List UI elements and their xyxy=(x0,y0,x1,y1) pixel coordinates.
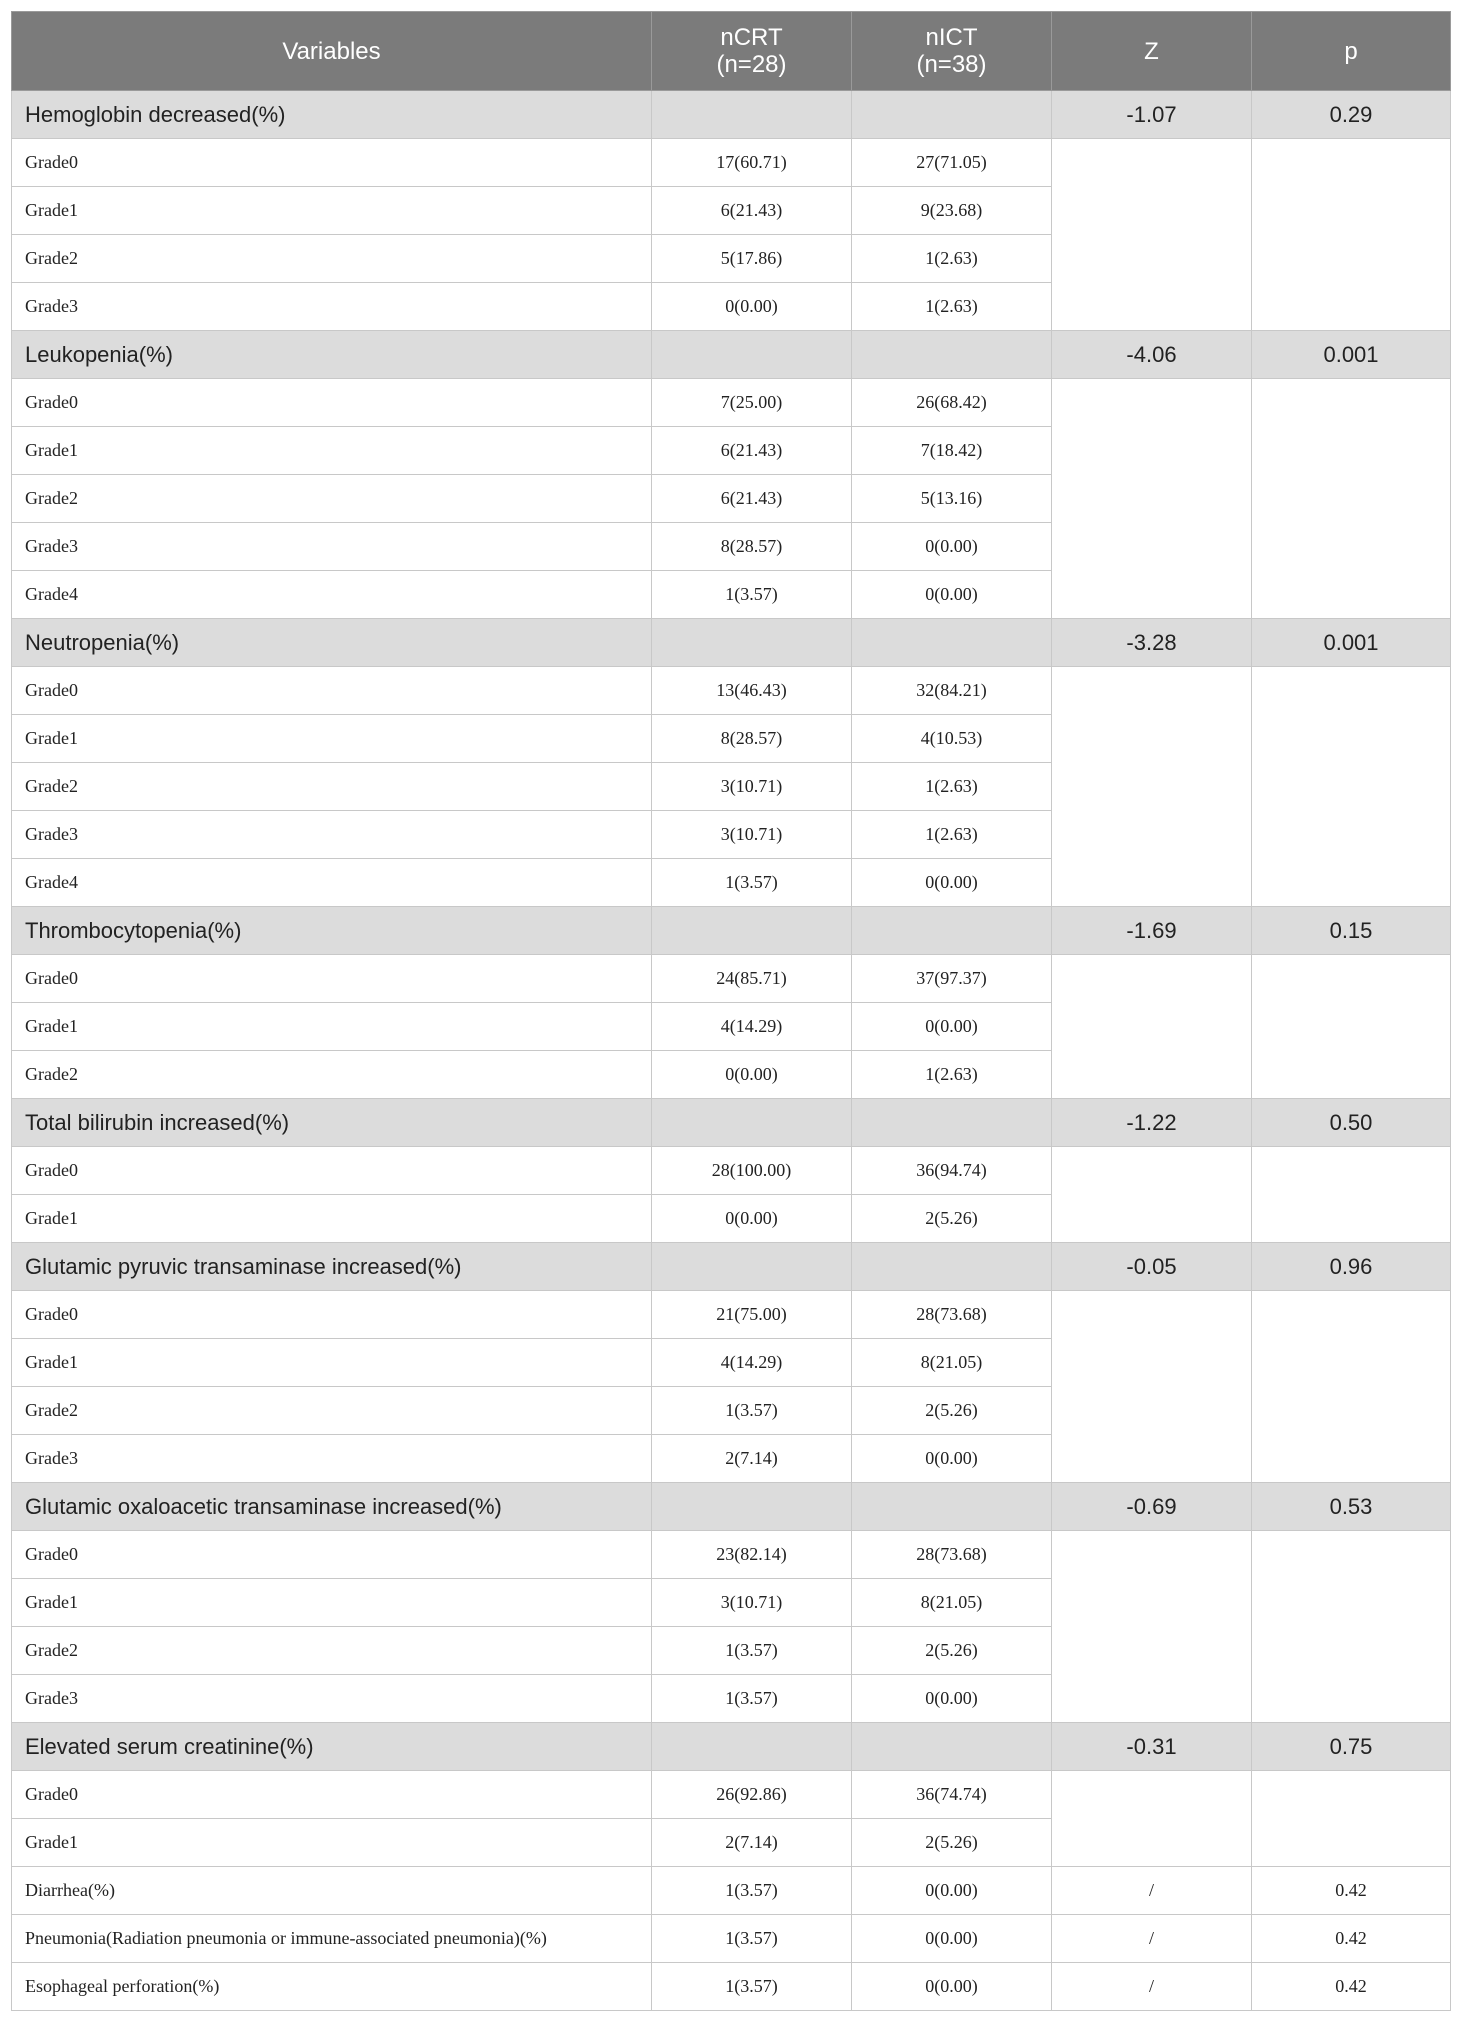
grade-ncrt-value: 0(0.00) xyxy=(652,1195,852,1243)
adverse-events-table-container xyxy=(11,11,1450,2011)
adverse-event-row xyxy=(12,1867,1451,1915)
header-p: p xyxy=(1252,12,1451,91)
grade-label: Grade3 xyxy=(12,283,652,331)
section-p-value: 0.50 xyxy=(1252,1099,1451,1147)
adverse-event-row xyxy=(12,1963,1451,2011)
table-body xyxy=(12,91,1451,2011)
grade-p-merged-empty xyxy=(1252,955,1451,1099)
grade-label: Grade2 xyxy=(12,235,652,283)
grade-ncrt-value: 7(25.00) xyxy=(652,379,852,427)
event-z-value: / xyxy=(1052,1915,1252,1963)
grade-row xyxy=(12,139,1451,187)
grade-label: Grade3 xyxy=(12,1435,652,1483)
section-p-value: 0.15 xyxy=(1252,907,1451,955)
section-ncrt-empty xyxy=(652,907,852,955)
grade-ncrt-value: 8(28.57) xyxy=(652,523,852,571)
grade-nict-value: 0(0.00) xyxy=(852,1003,1052,1051)
grade-z-merged-empty xyxy=(1052,139,1252,331)
grade-label: Grade0 xyxy=(12,379,652,427)
grade-ncrt-value: 23(82.14) xyxy=(652,1531,852,1579)
grade-label: Grade2 xyxy=(12,475,652,523)
section-p-value: 0.001 xyxy=(1252,331,1451,379)
event-p-value: 0.42 xyxy=(1252,1867,1451,1915)
grade-p-merged-empty xyxy=(1252,139,1451,331)
grade-nict-value: 1(2.63) xyxy=(852,811,1052,859)
section-ncrt-empty xyxy=(652,1483,852,1531)
event-nict-value: 0(0.00) xyxy=(852,1867,1052,1915)
grade-row xyxy=(12,1291,1451,1339)
grade-nict-value: 5(13.16) xyxy=(852,475,1052,523)
event-p-value: 0.42 xyxy=(1252,1915,1451,1963)
header-ncrt-n: (n=28) xyxy=(716,51,787,78)
grade-ncrt-value: 3(10.71) xyxy=(652,763,852,811)
grade-nict-value: 36(74.74) xyxy=(852,1771,1052,1819)
header-ncrt-name: nCRT xyxy=(720,24,783,51)
header-ncrt xyxy=(652,12,852,91)
section-header-row xyxy=(12,619,1451,667)
grade-ncrt-value: 6(21.43) xyxy=(652,475,852,523)
grade-nict-value: 8(21.05) xyxy=(852,1339,1052,1387)
header-nict-n: (n=38) xyxy=(916,51,987,78)
section-header-row xyxy=(12,91,1451,139)
section-nict-empty xyxy=(852,91,1052,139)
grade-nict-value: 0(0.00) xyxy=(852,859,1052,907)
grade-ncrt-value: 4(14.29) xyxy=(652,1339,852,1387)
grade-row xyxy=(12,1531,1451,1579)
grade-ncrt-value: 21(75.00) xyxy=(652,1291,852,1339)
section-z-value: -0.69 xyxy=(1052,1483,1252,1531)
section-label: Glutamic oxaloacetic transaminase increased(%) xyxy=(12,1483,652,1531)
grade-ncrt-value: 5(17.86) xyxy=(652,235,852,283)
event-z-value: / xyxy=(1052,1963,1252,2011)
grade-label: Grade2 xyxy=(12,1387,652,1435)
grade-label: Grade4 xyxy=(12,859,652,907)
grade-label: Grade1 xyxy=(12,187,652,235)
grade-ncrt-value: 17(60.71) xyxy=(652,139,852,187)
section-p-value: 0.29 xyxy=(1252,91,1451,139)
section-header-row xyxy=(12,907,1451,955)
grade-nict-value: 1(2.63) xyxy=(852,1051,1052,1099)
grade-row xyxy=(12,667,1451,715)
event-nict-value: 0(0.00) xyxy=(852,1963,1052,2011)
grade-label: Grade0 xyxy=(12,667,652,715)
section-ncrt-empty xyxy=(652,91,852,139)
event-z-value: / xyxy=(1052,1867,1252,1915)
grade-nict-value: 26(68.42) xyxy=(852,379,1052,427)
grade-nict-value: 4(10.53) xyxy=(852,715,1052,763)
grade-ncrt-value: 0(0.00) xyxy=(652,1051,852,1099)
grade-nict-value: 0(0.00) xyxy=(852,1435,1052,1483)
section-z-value: -0.05 xyxy=(1052,1243,1252,1291)
grade-ncrt-value: 1(3.57) xyxy=(652,571,852,619)
grade-ncrt-value: 6(21.43) xyxy=(652,427,852,475)
header-row xyxy=(12,12,1451,91)
grade-row xyxy=(12,379,1451,427)
event-label: Esophageal perforation(%) xyxy=(12,1963,652,2011)
grade-ncrt-value: 6(21.43) xyxy=(652,187,852,235)
grade-ncrt-value: 1(3.57) xyxy=(652,1675,852,1723)
grade-ncrt-value: 1(3.57) xyxy=(652,1627,852,1675)
grade-label: Grade0 xyxy=(12,1531,652,1579)
event-p-value: 0.42 xyxy=(1252,1963,1451,2011)
grade-row xyxy=(12,1147,1451,1195)
grade-nict-value: 9(23.68) xyxy=(852,187,1052,235)
section-header-row xyxy=(12,1099,1451,1147)
grade-label: Grade4 xyxy=(12,571,652,619)
section-ncrt-empty xyxy=(652,331,852,379)
grade-label: Grade2 xyxy=(12,1627,652,1675)
grade-z-merged-empty xyxy=(1052,1771,1252,1867)
section-p-value: 0.96 xyxy=(1252,1243,1451,1291)
grade-nict-value: 8(21.05) xyxy=(852,1579,1052,1627)
header-variables: Variables xyxy=(12,12,652,91)
grade-label: Grade0 xyxy=(12,1291,652,1339)
section-p-value: 0.53 xyxy=(1252,1483,1451,1531)
grade-nict-value: 2(5.26) xyxy=(852,1387,1052,1435)
section-nict-empty xyxy=(852,1243,1052,1291)
section-ncrt-empty xyxy=(652,1243,852,1291)
event-nict-value: 0(0.00) xyxy=(852,1915,1052,1963)
event-label: Diarrhea(%) xyxy=(12,1867,652,1915)
grade-p-merged-empty xyxy=(1252,1771,1451,1867)
grade-label: Grade0 xyxy=(12,955,652,1003)
grade-z-merged-empty xyxy=(1052,1147,1252,1243)
section-header-row xyxy=(12,1483,1451,1531)
section-header-row xyxy=(12,1723,1451,1771)
adverse-events-table xyxy=(11,11,1451,2011)
event-label: Pneumonia(Radiation pneumonia or immune-associated pneumonia)(%) xyxy=(12,1915,652,1963)
section-label: Total bilirubin increased(%) xyxy=(12,1099,652,1147)
section-nict-empty xyxy=(852,331,1052,379)
event-ncrt-value: 1(3.57) xyxy=(652,1915,852,1963)
grade-label: Grade3 xyxy=(12,1675,652,1723)
section-label: Elevated serum creatinine(%) xyxy=(12,1723,652,1771)
grade-ncrt-value: 3(10.71) xyxy=(652,1579,852,1627)
section-ncrt-empty xyxy=(652,619,852,667)
header-z: Z xyxy=(1052,12,1252,91)
grade-ncrt-value: 2(7.14) xyxy=(652,1819,852,1867)
section-p-value: 0.001 xyxy=(1252,619,1451,667)
section-p-value: 0.75 xyxy=(1252,1723,1451,1771)
table-header xyxy=(12,12,1451,91)
grade-nict-value: 1(2.63) xyxy=(852,763,1052,811)
grade-nict-value: 1(2.63) xyxy=(852,283,1052,331)
grade-label: Grade2 xyxy=(12,1051,652,1099)
grade-label: Grade1 xyxy=(12,1339,652,1387)
section-nict-empty xyxy=(852,907,1052,955)
grade-z-merged-empty xyxy=(1052,1531,1252,1723)
grade-label: Grade1 xyxy=(12,1819,652,1867)
section-z-value: -4.06 xyxy=(1052,331,1252,379)
grade-label: Grade1 xyxy=(12,427,652,475)
grade-p-merged-empty xyxy=(1252,379,1451,619)
grade-nict-value: 0(0.00) xyxy=(852,1675,1052,1723)
grade-ncrt-value: 24(85.71) xyxy=(652,955,852,1003)
section-label: Thrombocytopenia(%) xyxy=(12,907,652,955)
grade-label: Grade1 xyxy=(12,715,652,763)
grade-ncrt-value: 4(14.29) xyxy=(652,1003,852,1051)
grade-z-merged-empty xyxy=(1052,1291,1252,1483)
grade-ncrt-value: 1(3.57) xyxy=(652,859,852,907)
event-ncrt-value: 1(3.57) xyxy=(652,1963,852,2011)
section-ncrt-empty xyxy=(652,1723,852,1771)
grade-ncrt-value: 3(10.71) xyxy=(652,811,852,859)
grade-label: Grade1 xyxy=(12,1579,652,1627)
section-nict-empty xyxy=(852,619,1052,667)
grade-nict-value: 36(94.74) xyxy=(852,1147,1052,1195)
grade-ncrt-value: 1(3.57) xyxy=(652,1387,852,1435)
section-label: Glutamic pyruvic transaminase increased(%) xyxy=(12,1243,652,1291)
grade-p-merged-empty xyxy=(1252,1147,1451,1243)
grade-label: Grade0 xyxy=(12,1771,652,1819)
header-nict xyxy=(852,12,1052,91)
grade-z-merged-empty xyxy=(1052,667,1252,907)
grade-p-merged-empty xyxy=(1252,1531,1451,1723)
grade-nict-value: 2(5.26) xyxy=(852,1819,1052,1867)
grade-nict-value: 28(73.68) xyxy=(852,1531,1052,1579)
grade-label: Grade0 xyxy=(12,139,652,187)
section-nict-empty xyxy=(852,1099,1052,1147)
grade-nict-value: 2(5.26) xyxy=(852,1627,1052,1675)
section-label: Neutropenia(%) xyxy=(12,619,652,667)
grade-nict-value: 2(5.26) xyxy=(852,1195,1052,1243)
grade-nict-value: 7(18.42) xyxy=(852,427,1052,475)
header-nict-name: nICT xyxy=(925,24,978,51)
section-z-value: -1.22 xyxy=(1052,1099,1252,1147)
grade-z-merged-empty xyxy=(1052,379,1252,619)
section-z-value: -1.07 xyxy=(1052,91,1252,139)
grade-ncrt-value: 26(92.86) xyxy=(652,1771,852,1819)
grade-row xyxy=(12,1771,1451,1819)
section-header-row xyxy=(12,331,1451,379)
section-label: Hemoglobin decreased(%) xyxy=(12,91,652,139)
section-header-row xyxy=(12,1243,1451,1291)
grade-row xyxy=(12,955,1451,1003)
grade-nict-value: 32(84.21) xyxy=(852,667,1052,715)
grade-nict-value: 28(73.68) xyxy=(852,1291,1052,1339)
grade-nict-value: 0(0.00) xyxy=(852,571,1052,619)
section-nict-empty xyxy=(852,1483,1052,1531)
grade-label: Grade3 xyxy=(12,523,652,571)
grade-ncrt-value: 8(28.57) xyxy=(652,715,852,763)
adverse-event-row xyxy=(12,1915,1451,1963)
grade-nict-value: 0(0.00) xyxy=(852,523,1052,571)
grade-ncrt-value: 2(7.14) xyxy=(652,1435,852,1483)
grade-label: Grade1 xyxy=(12,1003,652,1051)
grade-ncrt-value: 28(100.00) xyxy=(652,1147,852,1195)
section-ncrt-empty xyxy=(652,1099,852,1147)
grade-ncrt-value: 13(46.43) xyxy=(652,667,852,715)
section-z-value: -0.31 xyxy=(1052,1723,1252,1771)
section-nict-empty xyxy=(852,1723,1052,1771)
grade-nict-value: 27(71.05) xyxy=(852,139,1052,187)
grade-ncrt-value: 0(0.00) xyxy=(652,283,852,331)
event-ncrt-value: 1(3.57) xyxy=(652,1867,852,1915)
grade-nict-value: 37(97.37) xyxy=(852,955,1052,1003)
grade-label: Grade2 xyxy=(12,763,652,811)
grade-z-merged-empty xyxy=(1052,955,1252,1099)
grade-label: Grade0 xyxy=(12,1147,652,1195)
grade-label: Grade3 xyxy=(12,811,652,859)
grade-p-merged-empty xyxy=(1252,1291,1451,1483)
section-z-value: -3.28 xyxy=(1052,619,1252,667)
section-z-value: -1.69 xyxy=(1052,907,1252,955)
grade-p-merged-empty xyxy=(1252,667,1451,907)
section-label: Leukopenia(%) xyxy=(12,331,652,379)
grade-nict-value: 1(2.63) xyxy=(852,235,1052,283)
grade-label: Grade1 xyxy=(12,1195,652,1243)
